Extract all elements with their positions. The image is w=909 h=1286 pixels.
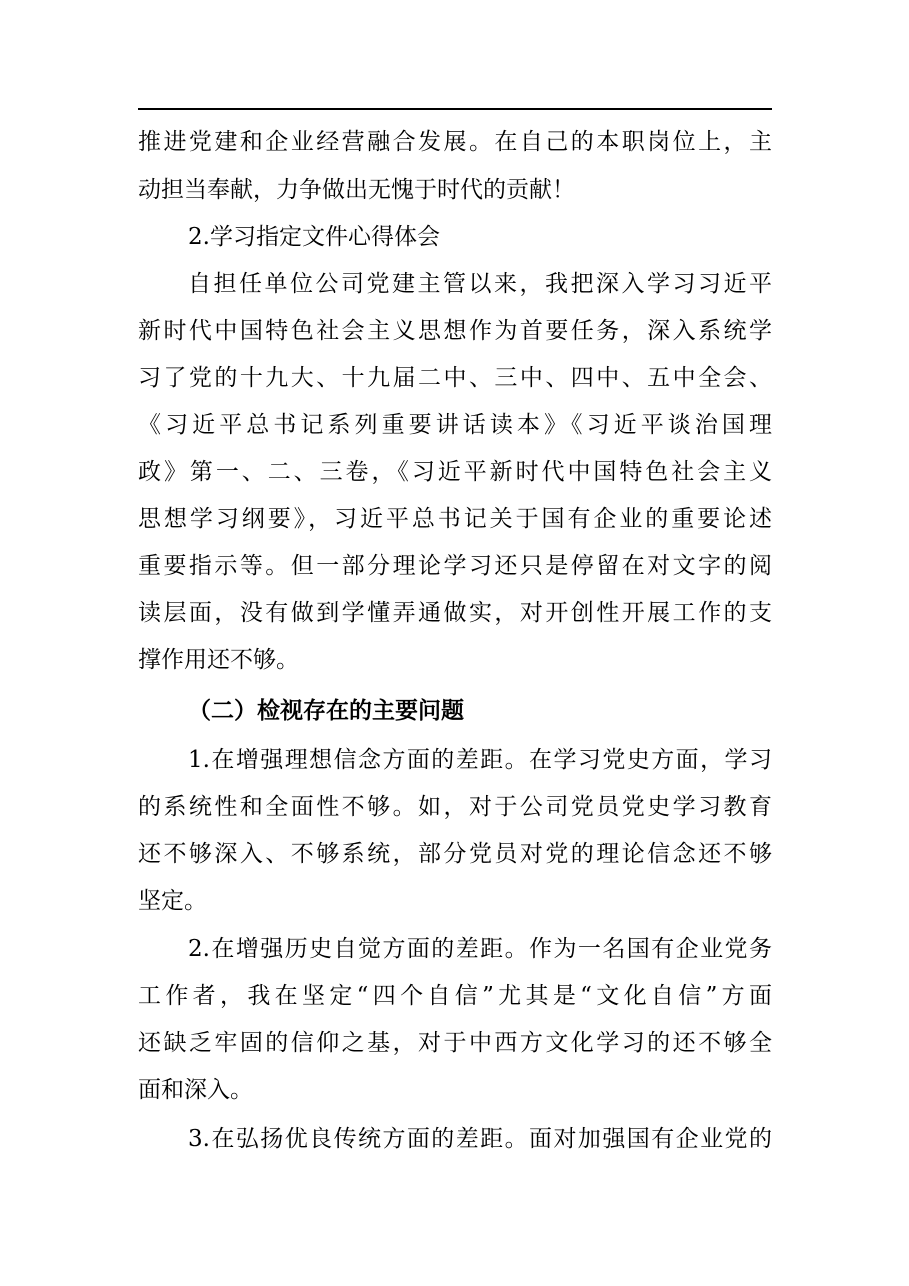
text-line: 工作者，我在坚定“四个自信”尤其是“文化自信”方面	[138, 983, 772, 1009]
text-line: 思想学习纲要》，习近平总书记关于国有企业的重要论述	[138, 506, 772, 532]
text-line: 2.在增强历史自觉方面的差距。作为一名国有企业党务	[188, 936, 772, 962]
text-line: 面和深入。	[138, 1077, 253, 1103]
header-rule	[138, 108, 772, 110]
subheading: 2.学习指定文件心得体会	[188, 224, 440, 250]
text-line: 自担任单位公司党建主管以来，我把深入学习习近平	[188, 271, 772, 297]
text-line: 政》第一、二、三卷，《习近平新时代中国特色社会主义	[138, 459, 772, 485]
text-line: 坚定。	[138, 888, 207, 914]
text-line: 动担当奉献，力争做出无愧于时代的贡献！	[138, 177, 575, 203]
text-line: 推进党建和企业经营融合发展。在自己的本职岗位上，主	[138, 129, 772, 155]
text-line: 读层面，没有做到学懂弄通做实，对开创性开展工作的支	[138, 600, 772, 626]
text-line: 还不够深入、不够系统，部分党员对党的理论信念还不够	[138, 841, 772, 867]
text-line: 习了党的十九大、十九届二中、三中、四中、五中全会、	[138, 365, 772, 391]
text-line: 1.在增强理想信念方面的差距。在学习党史方面，学习	[188, 747, 772, 773]
text-line: 3.在弘扬优良传统方面的差距。面对加强国有企业党的	[188, 1126, 772, 1152]
text-line: 的系统性和全面性不够。如，对于公司党员党史学习教育	[138, 794, 772, 820]
text-line: 新时代中国特色社会主义思想作为首要任务，深入系统学	[138, 318, 772, 344]
text-line: 重要指示等。但一部分理论学习还只是停留在对文字的阅	[138, 553, 772, 579]
text-line: 撑作用还不够。	[138, 647, 299, 673]
text-line: 《习近平总书记系列重要讲话读本》《习近平谈治国理	[138, 412, 772, 438]
section-heading: （二）检视存在的主要问题	[188, 697, 464, 724]
text-line: 还缺乏牢固的信仰之基，对于中西方文化学习的还不够全	[138, 1030, 772, 1056]
